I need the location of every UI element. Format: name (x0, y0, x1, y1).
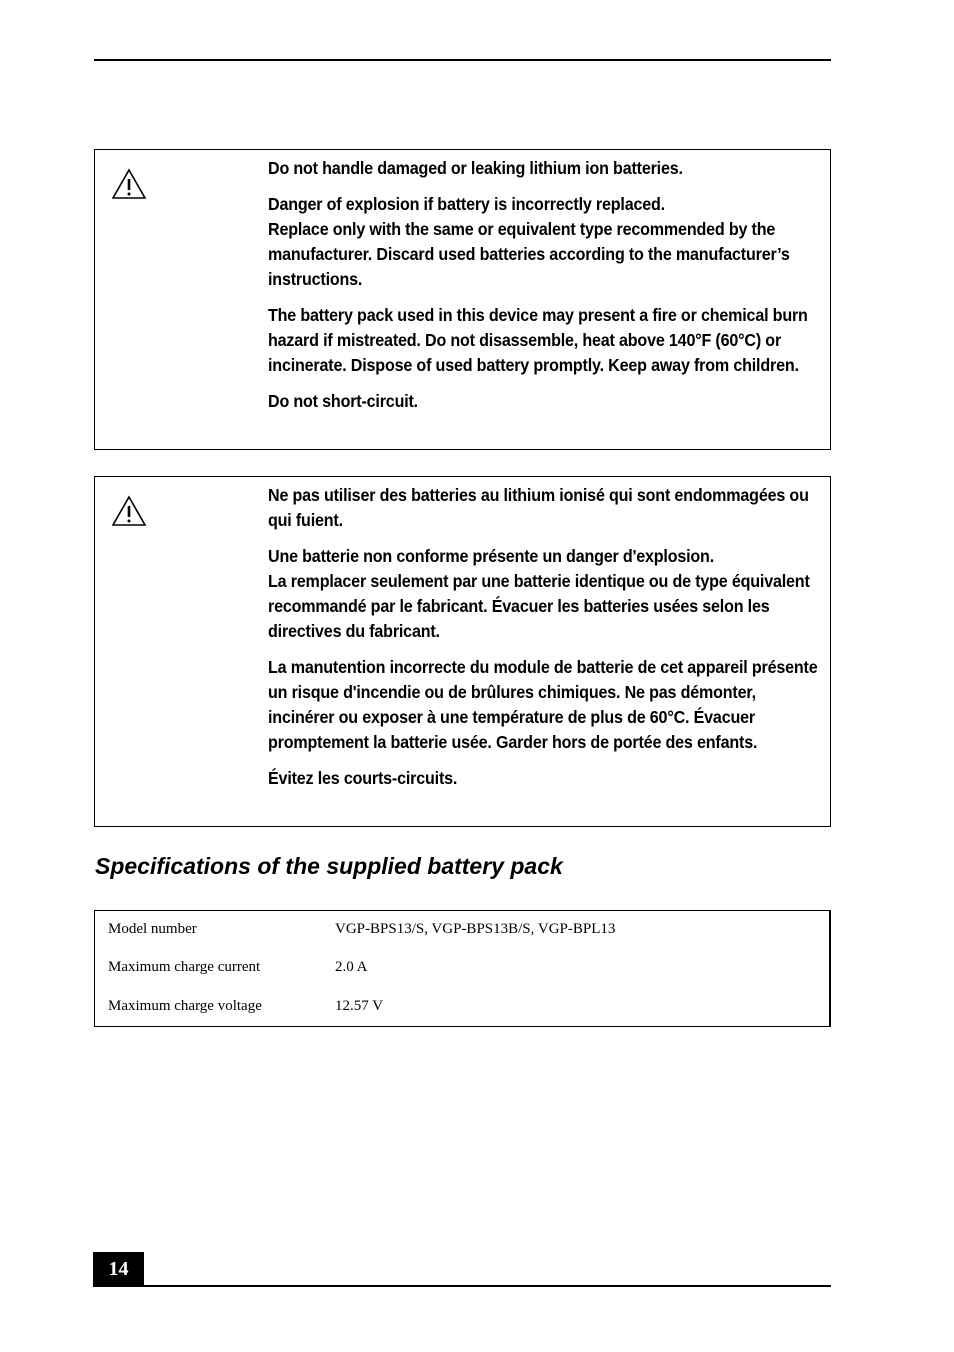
warning-paragraph: Évitez les courts-circuits. (268, 768, 458, 788)
spec-label: Model number (108, 921, 197, 937)
section-title: Specifications of the supplied battery pack (95, 853, 563, 879)
warning-paragraph: Danger of explosion if battery is incorrectly replaced. Replace only with the same or equivalent type recommended by the manufacturer. Discard used batteries according to the manufacturer’s instructions. (268, 194, 790, 289)
warning-paragraph: Do not short-circuit. (268, 391, 418, 411)
warning-paragraph: La manutention incorrecte du module de batterie de cet appareil présente un risque d'incendie ou de brûlures chimiques. Ne pas démonter, incinérer ou exposer à une température de plus de 60°C. Évacuer promptement la batterie usée. Garder hors de portée des enfants. (268, 657, 818, 752)
spec-table (94, 910, 831, 1027)
warning-text-french (268, 483, 826, 802)
spec-value: VGP-BPS13/S, VGP-BPS13B/S, VGP-BPL13 (335, 921, 616, 937)
spec-label: Maximum charge current (108, 959, 261, 975)
page-number: 14 (93, 1252, 144, 1286)
warning-box-english (94, 149, 831, 450)
warning-text-english (268, 156, 826, 425)
warning-triangle-icon (111, 168, 147, 200)
warning-paragraph: Do not handle damaged or leaking lithium ion batteries. (268, 158, 683, 178)
spec-value: 2.0 A (335, 959, 368, 975)
warning-box-french (94, 476, 831, 827)
warning-paragraph: Ne pas utiliser des batteries au lithium ionisé qui sont endommagées ou qui fuient. (268, 485, 809, 530)
header-rule (94, 59, 831, 61)
footer-rule (93, 1285, 831, 1287)
warning-paragraph: Une batterie non conforme présente un danger d'explosion. La remplacer seulement par une batterie identique ou de type équivalent recommandé par le fabricant. Évacuer les batteries usées selon les directives du fabricant. (268, 546, 810, 641)
warning-triangle-icon (111, 495, 147, 527)
warning-paragraph: The battery pack used in this device may present a fire or chemical burn hazard if mistreated. Do not disassemble, heat above 140°F (60°C) or incinerate. Dispose of used battery promptly. Keep away from children. (268, 305, 808, 375)
spec-value: 12.57 V (335, 998, 384, 1014)
spec-label: Maximum charge voltage (108, 998, 262, 1014)
